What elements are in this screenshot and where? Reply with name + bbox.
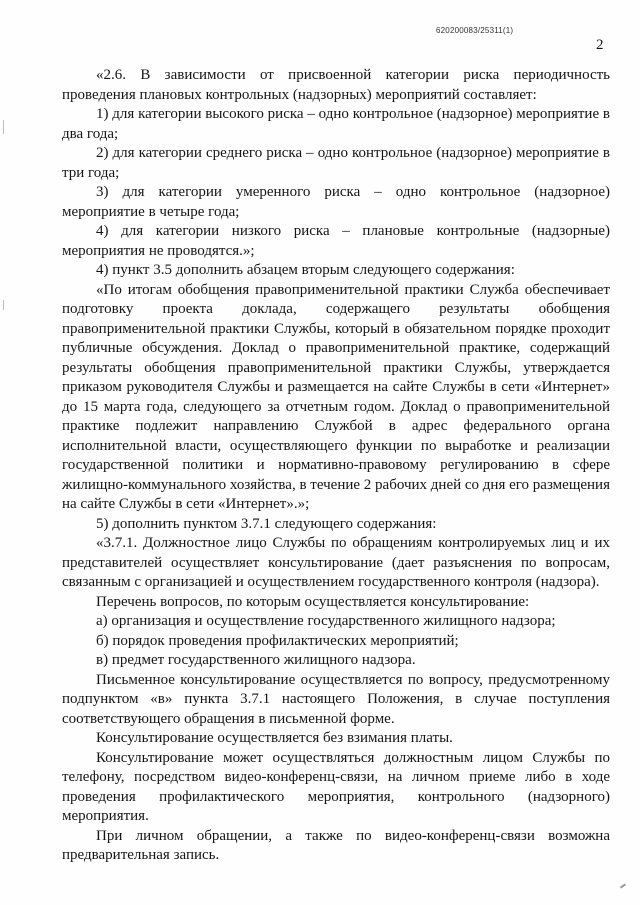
paragraph: «2.6. В зависимости от присвоенной категории риска периодичность проведения плановых контрольных (надзорных) мероприятий составляет:: [62, 67, 610, 103]
paragraph: «По итогам обобщения правоприменительной практики Служба обеспечивает подготовку проекта доклада, содержащего результаты обобщения правоприменительной практики Службы, который в обязательном порядке проходит публичные обсуждения. Доклад о правоприменительной практике, содержащий результаты обобщения правоприменительной практики Службы, утверждается приказом руководителя Службы и размещается на сайте Службы в сети «Интернет» до 15 марта года, следующего за отчетным годом. Доклад о правоприменительной практике подлежит направлению Службой в адрес федерального органа исполнительной власти, осуществляющего функции по выработке и реализации государственной политики и нормативно-правовому регулированию в сфере жилищно-коммунального хозяйства, в течение 2 рабочих дней со дня его размещения на сайте Службы в сети «Интернет».»;: [62, 281, 610, 512]
paragraph: Консультирование осуществляется без взимания платы.: [96, 730, 453, 746]
paragraph: 2) для категории среднего риска – одно контрольное (надзорное) мероприятие в три года;: [62, 145, 610, 181]
paragraph: При личном обращении, а также по видео-конференц-связи возможна предварительная запись.: [62, 827, 610, 863]
paragraph: 1) для категории высокого риска – одно контрольное (надзорное) мероприятие в два года;: [62, 106, 610, 142]
scan-edge-mark: [3, 120, 4, 134]
paragraph: 5) дополнить пунктом 3.7.1 следующего содержания:: [96, 515, 437, 532]
paragraph: в) предмет государственного жилищного надзора.: [96, 652, 416, 668]
paragraph: 4) пункт 3.5 дополнить абзацем вторым следующего содержания:: [96, 262, 515, 278]
paragraph: Консультирование может осуществляться должностным лицом Службы по телефону, посредством видео-конференц-связи, на личном приеме либо в ходе проведения профилактического мероприятия, контрольного (надзорного) мероприятия.: [62, 749, 610, 824]
paragraph: б) порядок проведения профилактических мероприятий;: [96, 632, 459, 649]
paragraph: «3.7.1. Должностное лицо Службы по обращениям контролируемых лиц и их представителей осуществляет консультирование (дает разъяснения по вопросам, связанным с организацией и осуществлением государственного контроля (надзора).: [62, 535, 610, 590]
scan-edge-mark: [3, 300, 4, 310]
paragraph: Перечень вопросов, по которым осуществляется консультирование:: [96, 593, 530, 610]
page-number: 2: [596, 37, 604, 53]
paragraph: 3) для категории умеренного риска – одно контрольное (надзорное) мероприятие в четыре года;: [62, 184, 610, 220]
paragraph: а) организация и осуществление государственного жилищного надзора;: [96, 613, 556, 629]
scan-artifact: [620, 883, 626, 888]
document-body: [62, 66, 610, 866]
paragraph: Письменное консультирование осуществляется по вопросу, предусмотренному подпунктом «в» пункта 3.7.1 настоящего Положения, в случае поступления соответствующего обращения в письменной форме.: [62, 671, 610, 727]
document-id: 620200083/25311(1): [436, 26, 514, 35]
paragraph: 4) для категории низкого риска – плановые контрольные (надзорные) мероприятия не проводятся.»;: [62, 223, 610, 259]
